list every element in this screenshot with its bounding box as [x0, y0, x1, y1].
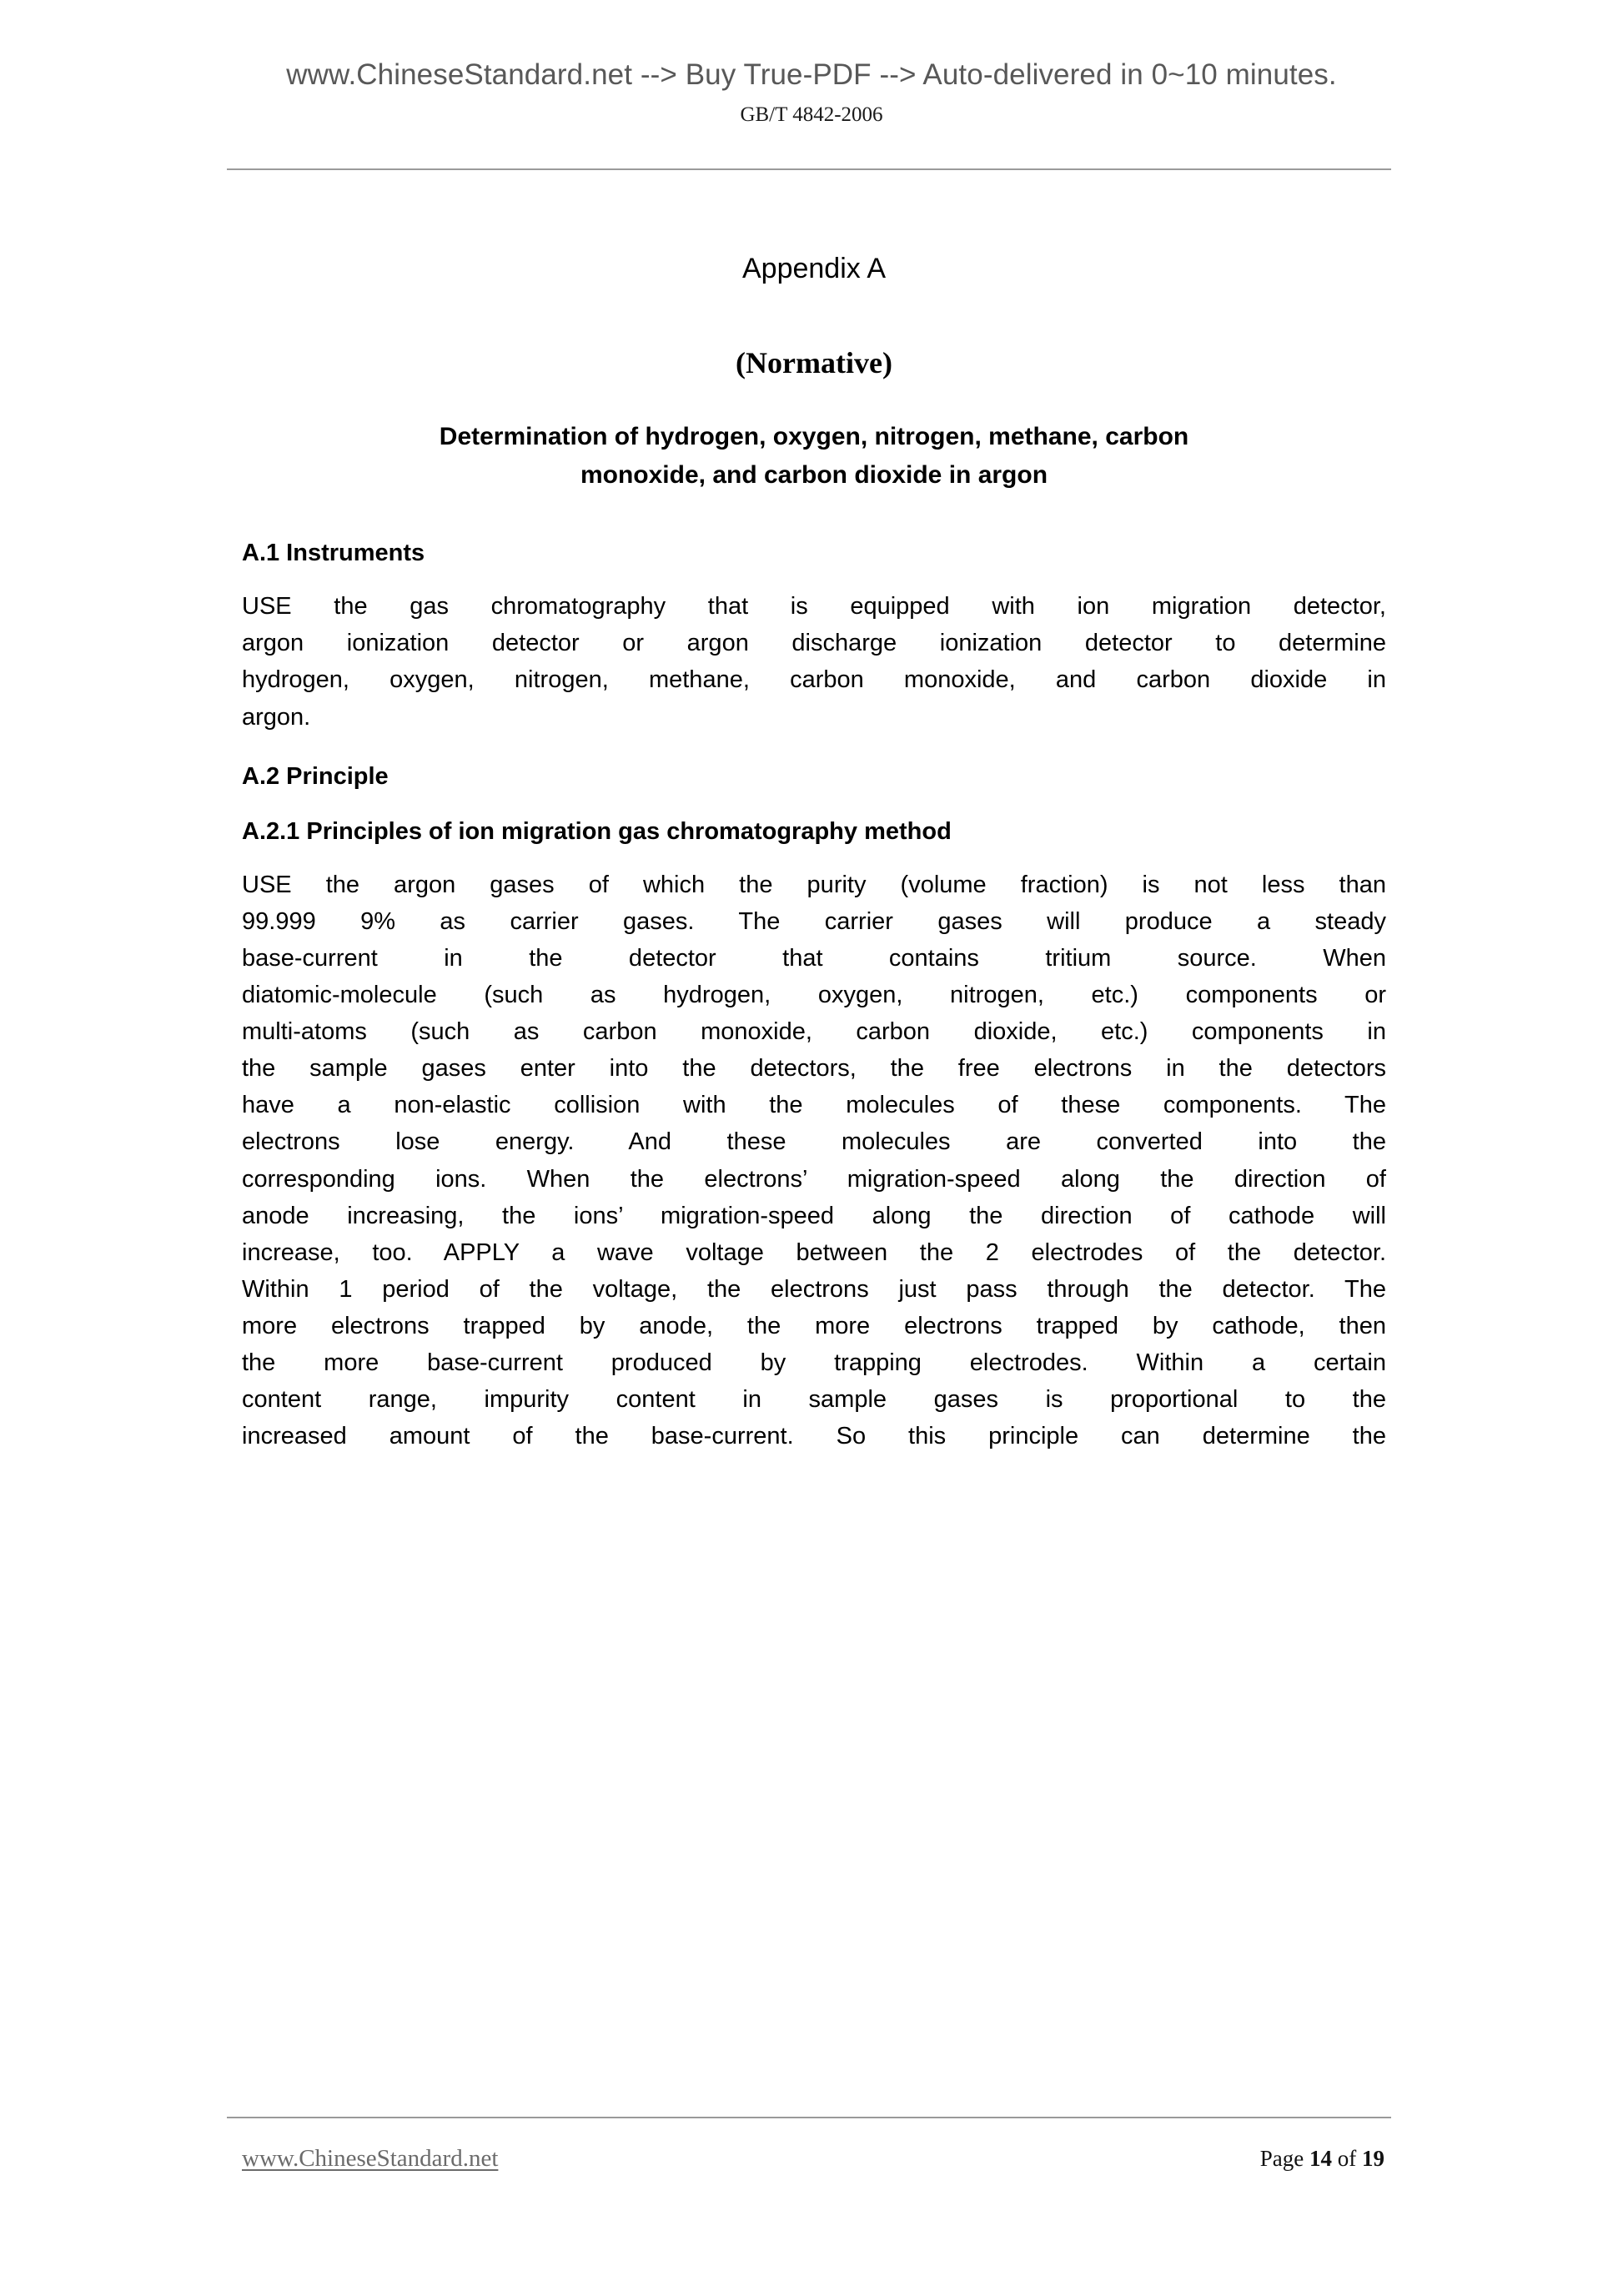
page-number-indicator — [1260, 2146, 1393, 2172]
text-line: increase, too. APPLY a wave voltage between the 2 electrodes of the detector. — [242, 1238, 1386, 1266]
footer-site-link[interactable]: www.ChineseStandard.net — [242, 2145, 499, 2172]
text-line: USE the argon gases of which the purity (volume fraction) is not less than — [242, 871, 1386, 898]
text-line: more electrons trapped by anode, the more electrons trapped by cathode, then — [242, 1312, 1386, 1339]
text-line: corresponding ions. When the electrons’ migration-speed along the direction of — [242, 1165, 1386, 1193]
promo-banner-text: www.ChineseStandard.net --> Buy True-PDF --> Auto-delivered in 0~10 minutes. — [286, 58, 1337, 91]
page-current: 14 — [1309, 2146, 1332, 2171]
page-header — [0, 57, 1623, 128]
heading-a1-instruments: A.1 Instruments — [242, 540, 425, 567]
text-line: the more base-current produced by trapping electrodes. Within a certain — [242, 1349, 1386, 1376]
text-line: have a non-elastic collision with the molecules of these components. The — [242, 1092, 1386, 1119]
paragraph-a21-body — [242, 867, 1386, 1454]
text-line: anode increasing, the ions’ migration-speed along the direction of cathode will — [242, 1202, 1386, 1229]
appendix-subject-title-line2: monoxide, and carbon dioxide in argon — [580, 460, 1048, 489]
heading-a2-principle: A.2 Principle — [242, 762, 389, 790]
appendix-title: Appendix A — [741, 253, 887, 284]
page-of-label: of — [1337, 2146, 1357, 2171]
page-total: 19 — [1362, 2146, 1384, 2171]
document-content — [242, 250, 1386, 1454]
normative-label: (Normative) — [736, 346, 892, 380]
appendix-subject-title-line1: Determination of hydrogen, oxygen, nitrogen, methane, carbon — [439, 422, 1189, 450]
text-line: Within 1 period of the voltage, the electrons just pass through the detector. The — [242, 1275, 1386, 1303]
text-line: multi-atoms (such as carbon monoxide, carbon dioxide, etc.) components in — [242, 1018, 1386, 1046]
text-line: hydrogen, oxygen, nitrogen, methane, carbon monoxide, and carbon dioxide in — [242, 666, 1386, 694]
text-line: 99.999 9% as carrier gases. The carrier gases will produce a steady — [242, 907, 1386, 935]
text-line: content range, impurity content in sample gases is proportional to the — [242, 1386, 1386, 1413]
text-line: base-current in the detector that contains tritium source. When — [242, 945, 1386, 972]
text-line: the sample gases enter into the detectors, the free electrons in the detectors — [242, 1055, 1386, 1083]
footer-divider — [227, 2117, 1391, 2118]
text-line: diatomic-molecule (such as hydrogen, oxygen, nitrogen, etc.) components or — [242, 982, 1386, 1009]
text-line: USE the gas chromatography that is equipped with ion migration detector, — [242, 593, 1386, 620]
text-line: electrons lose energy. And these molecules are converted into the — [242, 1128, 1386, 1156]
page-footer — [242, 2145, 1393, 2173]
heading-a21-principles-ion-migration: A.2.1 Principles of ion migration gas chromatography method — [242, 817, 952, 845]
paragraph-a1-body — [242, 588, 1386, 735]
page-label: Page — [1259, 2146, 1304, 2171]
standard-code: GB/T 4842-2006 — [740, 103, 883, 126]
text-line: argon ionization detector or argon discharge ionization detector to determine — [242, 630, 1386, 657]
text-line: argon. — [242, 703, 311, 731]
header-divider — [227, 168, 1391, 170]
appendix-subject-title — [322, 418, 1306, 494]
text-line: increased amount of the base-current. So this principle can determine the — [242, 1423, 1386, 1450]
